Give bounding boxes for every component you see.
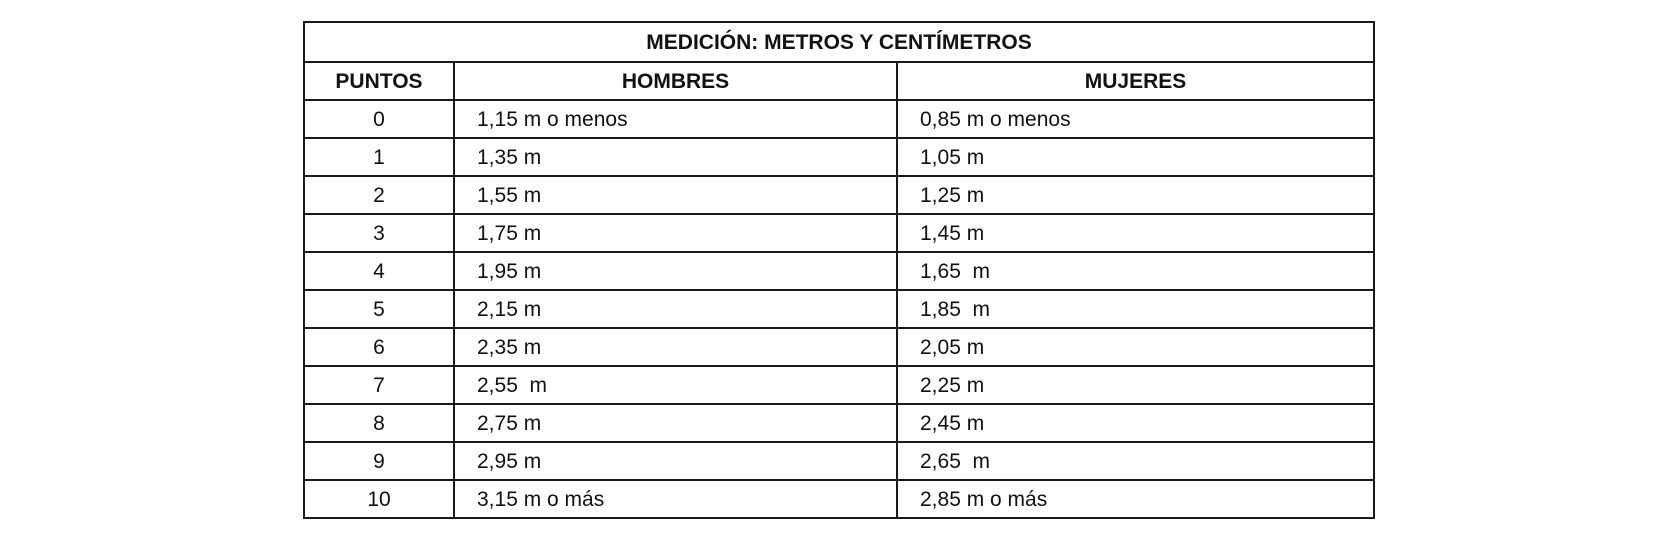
men-value-cell: 1,95 m: [454, 252, 897, 290]
men-value-cell: 2,75 m: [454, 404, 897, 442]
table-row: [304, 404, 1374, 442]
points-cell: 1: [304, 138, 454, 176]
men-value-cell: 2,35 m: [454, 328, 897, 366]
column-header-hombres: HOMBRES: [454, 62, 897, 100]
points-cell: 6: [304, 328, 454, 366]
women-value-cell: 1,25 m: [897, 176, 1374, 214]
women-value-cell: 2,25 m: [897, 366, 1374, 404]
points-cell: 9: [304, 442, 454, 480]
women-value-cell: 1,65 m: [897, 252, 1374, 290]
table-row: [304, 480, 1374, 518]
measurement-table-container: [303, 21, 1375, 519]
men-value-cell: 3,15 m o más: [454, 480, 897, 518]
men-value-cell: 1,75 m: [454, 214, 897, 252]
table-row: [304, 214, 1374, 252]
column-header-mujeres: MUJERES: [897, 62, 1374, 100]
men-value-cell: 1,35 m: [454, 138, 897, 176]
men-value-cell: 1,15 m o menos: [454, 100, 897, 138]
women-value-cell: 2,85 m o más: [897, 480, 1374, 518]
women-value-cell: 0,85 m o menos: [897, 100, 1374, 138]
men-value-cell: 2,95 m: [454, 442, 897, 480]
points-cell: 10: [304, 480, 454, 518]
table-row: [304, 442, 1374, 480]
men-value-cell: 2,55 m: [454, 366, 897, 404]
points-cell: 8: [304, 404, 454, 442]
table-row: [304, 366, 1374, 404]
points-cell: 3: [304, 214, 454, 252]
women-value-cell: 2,05 m: [897, 328, 1374, 366]
men-value-cell: 1,55 m: [454, 176, 897, 214]
men-value-cell: 2,15 m: [454, 290, 897, 328]
table-row: [304, 138, 1374, 176]
points-cell: 2: [304, 176, 454, 214]
points-cell: 4: [304, 252, 454, 290]
table-row: [304, 290, 1374, 328]
measurement-table: [303, 21, 1375, 519]
table-title: MEDICIÓN: METROS Y CENTÍMETROS: [304, 22, 1374, 62]
women-value-cell: 1,85 m: [897, 290, 1374, 328]
women-value-cell: 1,45 m: [897, 214, 1374, 252]
women-value-cell: 2,45 m: [897, 404, 1374, 442]
table-row: [304, 176, 1374, 214]
table-header-row: [304, 62, 1374, 100]
women-value-cell: 1,05 m: [897, 138, 1374, 176]
points-cell: 5: [304, 290, 454, 328]
table-row: [304, 252, 1374, 290]
points-cell: 0: [304, 100, 454, 138]
table-title-row: [304, 22, 1374, 62]
women-value-cell: 2,65 m: [897, 442, 1374, 480]
points-cell: 7: [304, 366, 454, 404]
table-row: [304, 100, 1374, 138]
table-row: [304, 328, 1374, 366]
column-header-puntos: PUNTOS: [304, 62, 454, 100]
